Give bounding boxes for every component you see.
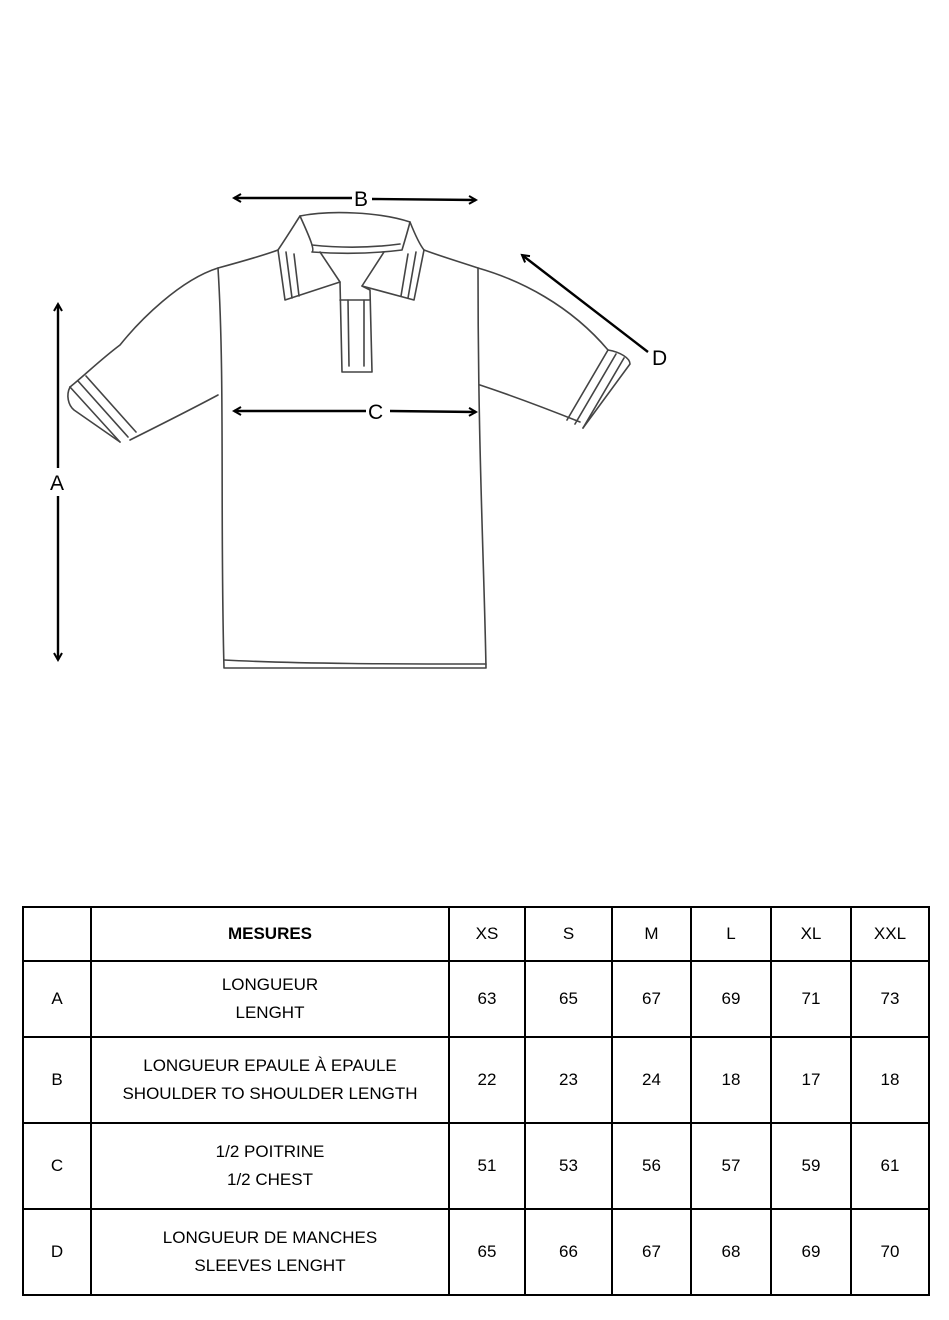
table-row: [23, 1037, 929, 1123]
row-key: C: [23, 1123, 91, 1209]
arrow-c-right: [390, 411, 476, 412]
table-cell: 18: [691, 1037, 771, 1123]
description-fr: LONGUEUR EPAULE À EPAULE: [143, 1056, 397, 1075]
size-chart-table: [22, 906, 930, 1296]
label-b: B: [354, 188, 369, 211]
table-cell: 17: [771, 1037, 851, 1123]
table-cell: 51: [449, 1123, 525, 1209]
header-size: XXL: [851, 907, 929, 961]
row-key: D: [23, 1209, 91, 1295]
polo-shirt-drawing: [68, 213, 630, 668]
table-header-row: [23, 907, 929, 961]
table-cell: 65: [449, 1209, 525, 1295]
header-size: L: [691, 907, 771, 961]
table-row: [23, 1209, 929, 1295]
table-cell: 63: [449, 961, 525, 1037]
table-row: [23, 1123, 929, 1209]
table-cell: 18: [851, 1037, 929, 1123]
table-cell: 73: [851, 961, 929, 1037]
label-c: C: [368, 401, 384, 424]
measurement-arrows: [58, 198, 648, 660]
arrow-d: [522, 255, 648, 352]
header-size: S: [525, 907, 612, 961]
header-mesures: MESURES: [91, 907, 449, 961]
label-a: A: [50, 472, 65, 495]
row-description: [91, 1209, 449, 1295]
row-key: A: [23, 961, 91, 1037]
table-cell: 66: [525, 1209, 612, 1295]
table-cell: 67: [612, 961, 691, 1037]
row-description: [91, 961, 449, 1037]
table-cell: 65: [525, 961, 612, 1037]
table-cell: 69: [691, 961, 771, 1037]
header-size: M: [612, 907, 691, 961]
table-cell: 68: [691, 1209, 771, 1295]
row-description: [91, 1123, 449, 1209]
table-cell: 69: [771, 1209, 851, 1295]
table-cell: 53: [525, 1123, 612, 1209]
table-row: [23, 961, 929, 1037]
row-description: [91, 1037, 449, 1123]
table-cell: 70: [851, 1209, 929, 1295]
table-cell: 67: [612, 1209, 691, 1295]
label-d: D: [652, 347, 668, 370]
description-fr: LONGUEUR: [221, 975, 319, 994]
header-size: XS: [449, 907, 525, 961]
header-size: XL: [771, 907, 851, 961]
arrow-b-right: [372, 199, 476, 200]
row-key: B: [23, 1037, 91, 1123]
table-cell: 23: [525, 1037, 612, 1123]
description-fr: 1/2 POITRINE: [215, 1142, 325, 1161]
description-en: LENGHT: [235, 1003, 305, 1022]
table-cell: 59: [771, 1123, 851, 1209]
table-cell: 22: [449, 1037, 525, 1123]
description-en: 1/2 CHEST: [227, 1170, 313, 1189]
table-cell: 71: [771, 961, 851, 1037]
table-cell: 24: [612, 1037, 691, 1123]
description-en: SHOULDER TO SHOULDER LENGTH: [122, 1084, 418, 1103]
description-fr: LONGUEUR DE MANCHES: [162, 1228, 378, 1247]
table-cell: 61: [851, 1123, 929, 1209]
description-en: SLEEVES LENGHT: [194, 1256, 346, 1275]
header-corner: [23, 907, 91, 961]
table-cell: 57: [691, 1123, 771, 1209]
table-cell: 56: [612, 1123, 691, 1209]
